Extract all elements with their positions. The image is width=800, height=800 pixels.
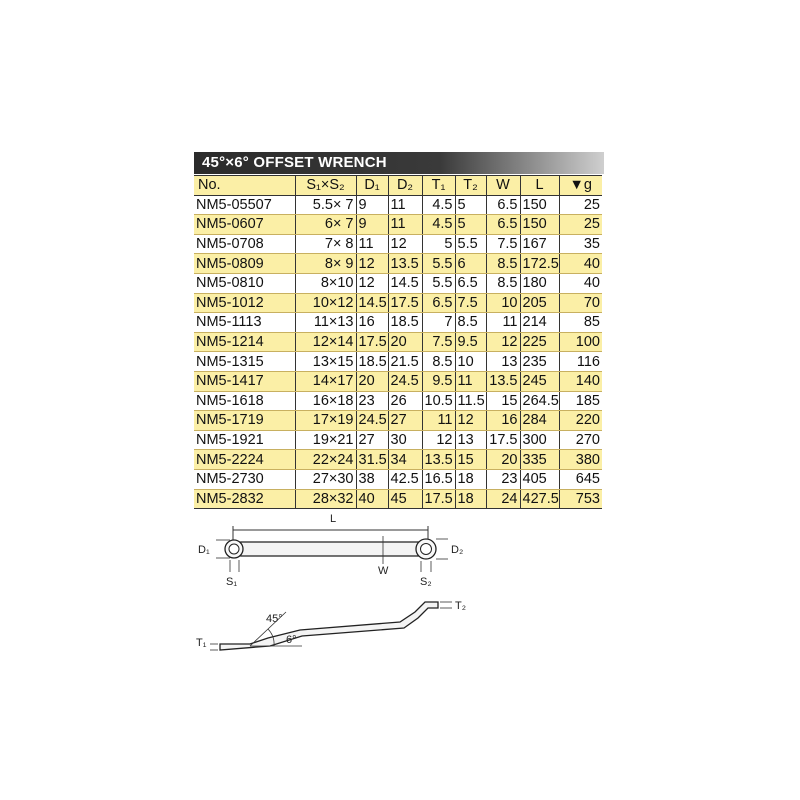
- cell-t2: 6.5: [455, 273, 486, 293]
- cell-d1: 40: [356, 489, 388, 509]
- cell-l: 167: [520, 234, 559, 254]
- cell-t2: 12: [455, 411, 486, 431]
- cell-s1s2: 16×18: [295, 391, 356, 411]
- cell-t1: 5.5: [422, 273, 455, 293]
- col-header-weight: ▼g: [559, 176, 602, 196]
- cell-weight: 70: [559, 293, 602, 313]
- cell-weight: 270: [559, 430, 602, 450]
- cell-weight: 220: [559, 411, 602, 431]
- cell-no: NM5-1012: [194, 293, 295, 313]
- cell-t2: 9.5: [455, 332, 486, 352]
- cell-no: NM5-1618: [194, 391, 295, 411]
- cell-l: 427.5: [520, 489, 559, 509]
- cell-l: 235: [520, 352, 559, 372]
- cell-w: 6.5: [486, 215, 520, 235]
- cell-no: NM5-2730: [194, 469, 295, 489]
- label-l: L: [330, 513, 337, 525]
- cell-d1: 27: [356, 430, 388, 450]
- cell-w: 24: [486, 489, 520, 509]
- cell-s1s2: 8×10: [295, 273, 356, 293]
- cell-d1: 31.5: [356, 450, 388, 470]
- table-row: [194, 371, 602, 391]
- cell-d2: 27: [388, 411, 422, 431]
- cell-t2: 5.5: [455, 234, 486, 254]
- col-header-l: L: [520, 176, 559, 196]
- cell-t2: 8.5: [455, 313, 486, 333]
- cell-s1s2: 14×17: [295, 371, 356, 391]
- wrench-shaft: [234, 542, 426, 556]
- cell-d2: 11: [388, 215, 422, 235]
- cell-d1: 16: [356, 313, 388, 333]
- label-d2: D₂: [451, 544, 464, 556]
- cell-t2: 10: [455, 352, 486, 372]
- cell-t1: 17.5: [422, 489, 455, 509]
- cell-d1: 9: [356, 195, 388, 215]
- label-w: W: [378, 565, 389, 577]
- table-row: [194, 352, 602, 372]
- cell-w: 13: [486, 352, 520, 372]
- cell-t2: 18: [455, 469, 486, 489]
- cell-s1s2: 10×12: [295, 293, 356, 313]
- cell-l: 172.5: [520, 254, 559, 274]
- table-row: [194, 273, 602, 293]
- cell-weight: 40: [559, 273, 602, 293]
- cell-t1: 12: [422, 430, 455, 450]
- table-row: [194, 469, 602, 489]
- cell-no: NM5-2832: [194, 489, 295, 509]
- table-row: [194, 430, 602, 450]
- label-angle-6: 6°: [286, 634, 297, 646]
- cell-l: 335: [520, 450, 559, 470]
- cell-d1: 24.5: [356, 411, 388, 431]
- cell-t1: 7.5: [422, 332, 455, 352]
- cell-s1s2: 8× 9: [295, 254, 356, 274]
- cell-t1: 11: [422, 411, 455, 431]
- cell-t1: 13.5: [422, 450, 455, 470]
- cell-d2: 12: [388, 234, 422, 254]
- cell-weight: 116: [559, 352, 602, 372]
- cell-t2: 6: [455, 254, 486, 274]
- cell-weight: 380: [559, 450, 602, 470]
- label-s1: S₁: [226, 576, 238, 588]
- cell-s1s2: 12×14: [295, 332, 356, 352]
- table-row: [194, 391, 602, 411]
- cell-d2: 42.5: [388, 469, 422, 489]
- cell-t1: 10.5: [422, 391, 455, 411]
- wrench-side-profile: [220, 602, 438, 650]
- cell-d1: 38: [356, 469, 388, 489]
- side-view: [196, 600, 466, 650]
- cell-no: NM5-1113: [194, 313, 295, 333]
- cell-d1: 14.5: [356, 293, 388, 313]
- cell-d2: 21.5: [388, 352, 422, 372]
- cell-d2: 13.5: [388, 254, 422, 274]
- cell-weight: 140: [559, 371, 602, 391]
- cell-no: NM5-05507: [194, 195, 295, 215]
- cell-t2: 5: [455, 195, 486, 215]
- cell-d2: 17.5: [388, 293, 422, 313]
- cell-w: 7.5: [486, 234, 520, 254]
- wrench-diagram: [190, 508, 610, 660]
- cell-l: 180: [520, 273, 559, 293]
- table-row: [194, 332, 602, 352]
- cell-no: NM5-1921: [194, 430, 295, 450]
- spec-table: [194, 175, 602, 509]
- label-angle-45: 45°: [266, 613, 283, 625]
- cell-w: 13.5: [486, 371, 520, 391]
- cell-d2: 45: [388, 489, 422, 509]
- cell-d1: 12: [356, 254, 388, 274]
- label-t2: T₂: [455, 600, 466, 612]
- cell-t1: 16.5: [422, 469, 455, 489]
- cell-weight: 753: [559, 489, 602, 509]
- cell-no: NM5-0809: [194, 254, 295, 274]
- col-header-d2: D₂: [388, 176, 422, 196]
- cell-d2: 14.5: [388, 273, 422, 293]
- cell-t2: 11: [455, 371, 486, 391]
- cell-w: 11: [486, 313, 520, 333]
- cell-l: 284: [520, 411, 559, 431]
- cell-w: 8.5: [486, 254, 520, 274]
- cell-t1: 7: [422, 313, 455, 333]
- cell-d2: 34: [388, 450, 422, 470]
- table-row: [194, 489, 602, 509]
- table-row: [194, 215, 602, 235]
- cell-w: 23: [486, 469, 520, 489]
- table-row: [194, 234, 602, 254]
- cell-no: NM5-0708: [194, 234, 295, 254]
- cell-w: 6.5: [486, 195, 520, 215]
- cell-t2: 13: [455, 430, 486, 450]
- cell-w: 16: [486, 411, 520, 431]
- cell-t1: 5: [422, 234, 455, 254]
- cell-d2: 11: [388, 195, 422, 215]
- cell-t1: 8.5: [422, 352, 455, 372]
- cell-s1s2: 13×15: [295, 352, 356, 372]
- cell-t2: 11.5: [455, 391, 486, 411]
- cell-d1: 9: [356, 215, 388, 235]
- cell-t1: 4.5: [422, 195, 455, 215]
- cell-weight: 35: [559, 234, 602, 254]
- cell-w: 10: [486, 293, 520, 313]
- col-header-t1: T₁: [422, 176, 455, 196]
- cell-l: 264.5: [520, 391, 559, 411]
- cell-t2: 18: [455, 489, 486, 509]
- cell-no: NM5-2224: [194, 450, 295, 470]
- cell-s1s2: 19×21: [295, 430, 356, 450]
- col-header-t2: T₂: [455, 176, 486, 196]
- cell-t2: 5: [455, 215, 486, 235]
- cell-no: NM5-0810: [194, 273, 295, 293]
- cell-w: 8.5: [486, 273, 520, 293]
- header-row: [194, 176, 602, 196]
- cell-l: 300: [520, 430, 559, 450]
- cell-d1: 23: [356, 391, 388, 411]
- cell-d1: 18.5: [356, 352, 388, 372]
- table-row: [194, 313, 602, 333]
- cell-w: 20: [486, 450, 520, 470]
- cell-t1: 6.5: [422, 293, 455, 313]
- cell-l: 205: [520, 293, 559, 313]
- cell-no: NM5-1315: [194, 352, 295, 372]
- cell-t1: 4.5: [422, 215, 455, 235]
- cell-s1s2: 7× 8: [295, 234, 356, 254]
- cell-w: 15: [486, 391, 520, 411]
- cell-l: 150: [520, 195, 559, 215]
- cell-d2: 18.5: [388, 313, 422, 333]
- cell-t2: 15: [455, 450, 486, 470]
- cell-weight: 185: [559, 391, 602, 411]
- col-header-w: W: [486, 176, 520, 196]
- cell-weight: 645: [559, 469, 602, 489]
- cell-weight: 25: [559, 195, 602, 215]
- label-s2: S₂: [420, 576, 432, 588]
- table-title: 45°×6° OFFSET WRENCH: [194, 152, 604, 174]
- cell-t1: 9.5: [422, 371, 455, 391]
- cell-s1s2: 22×24: [295, 450, 356, 470]
- cell-l: 405: [520, 469, 559, 489]
- table-row: [194, 293, 602, 313]
- cell-d2: 20: [388, 332, 422, 352]
- cell-d1: 11: [356, 234, 388, 254]
- cell-t2: 7.5: [455, 293, 486, 313]
- cell-s1s2: 6× 7: [295, 215, 356, 235]
- cell-w: 17.5: [486, 430, 520, 450]
- cell-weight: 85: [559, 313, 602, 333]
- table-row: [194, 195, 602, 215]
- cell-s1s2: 5.5× 7: [295, 195, 356, 215]
- cell-l: 225: [520, 332, 559, 352]
- label-t1: T₁: [196, 637, 207, 649]
- cell-no: NM5-0607: [194, 215, 295, 235]
- cell-s1s2: 28×32: [295, 489, 356, 509]
- table-row: [194, 450, 602, 470]
- top-view: [198, 513, 463, 588]
- cell-w: 12: [486, 332, 520, 352]
- cell-weight: 25: [559, 215, 602, 235]
- cell-d2: 24.5: [388, 371, 422, 391]
- cell-d2: 30: [388, 430, 422, 450]
- cell-no: NM5-1214: [194, 332, 295, 352]
- label-d1: D₁: [198, 544, 210, 556]
- cell-l: 214: [520, 313, 559, 333]
- cell-l: 245: [520, 371, 559, 391]
- cell-d2: 26: [388, 391, 422, 411]
- col-header-no: No.: [194, 176, 295, 196]
- cell-d1: 12: [356, 273, 388, 293]
- cell-l: 150: [520, 215, 559, 235]
- col-header-s1s2: S₁×S₂: [295, 176, 356, 196]
- cell-d1: 17.5: [356, 332, 388, 352]
- cell-d1: 20: [356, 371, 388, 391]
- cell-s1s2: 11×13: [295, 313, 356, 333]
- cell-s1s2: 17×19: [295, 411, 356, 431]
- cell-t1: 5.5: [422, 254, 455, 274]
- cell-no: NM5-1417: [194, 371, 295, 391]
- col-header-d1: D₁: [356, 176, 388, 196]
- cell-weight: 40: [559, 254, 602, 274]
- cell-no: NM5-1719: [194, 411, 295, 431]
- cell-weight: 100: [559, 332, 602, 352]
- cell-s1s2: 27×30: [295, 469, 356, 489]
- table-row: [194, 411, 602, 431]
- table-row: [194, 254, 602, 274]
